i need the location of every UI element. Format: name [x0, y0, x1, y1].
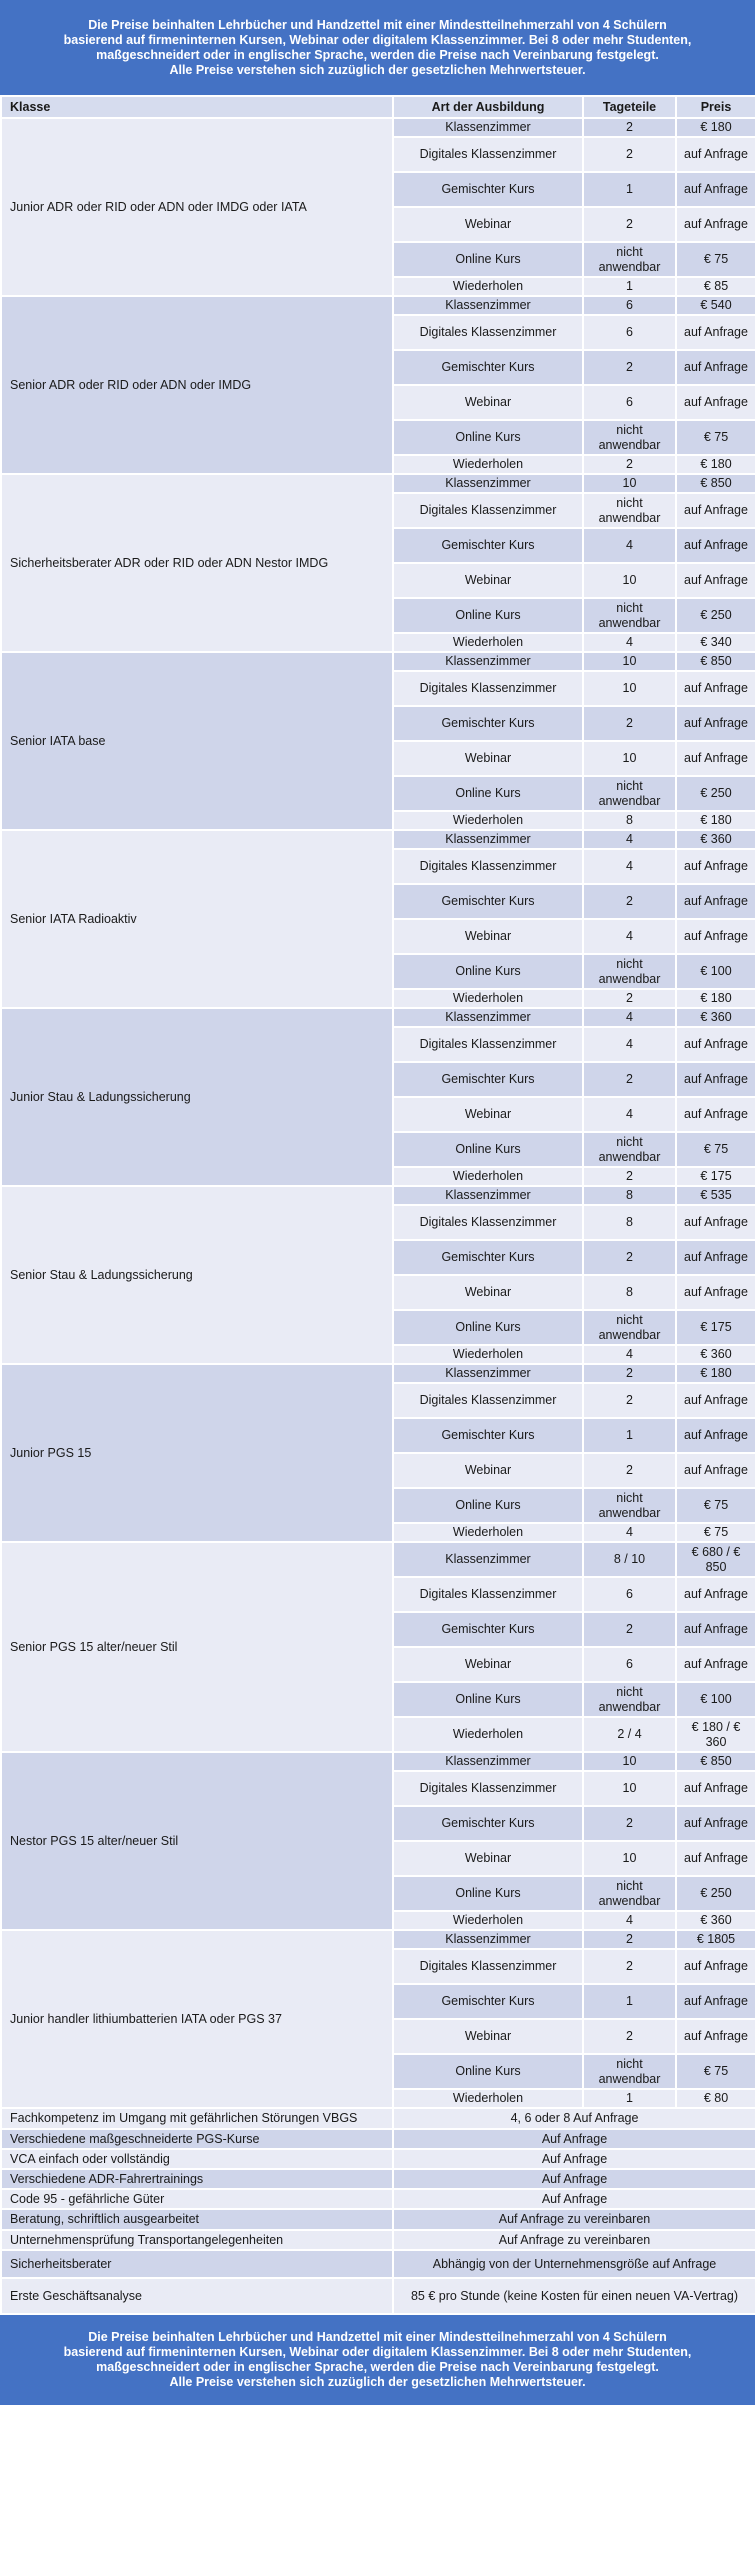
extra-service-row — [1, 2189, 755, 2209]
day-parts-cell: 8 — [583, 1275, 676, 1310]
day-parts-cell: nicht anwendbar — [583, 1310, 676, 1345]
day-parts-cell: 10 — [583, 563, 676, 598]
training-type-cell: Online Kurs — [393, 420, 583, 455]
day-parts-cell: 2 — [583, 2019, 676, 2054]
training-type-cell: Gemischter Kurs — [393, 172, 583, 207]
day-parts-cell: 1 — [583, 172, 676, 207]
training-type-cell: Webinar — [393, 2019, 583, 2054]
service-price-cell: Abhängig von der Unternehmensgröße auf Anfrage — [393, 2250, 755, 2278]
training-type-cell: Gemischter Kurs — [393, 884, 583, 919]
training-type-cell: Online Kurs — [393, 1876, 583, 1911]
service-price-cell: Auf Anfrage — [393, 2169, 755, 2189]
day-parts-cell: 10 — [583, 474, 676, 493]
price-cell: € 175 — [676, 1167, 755, 1186]
extra-service-row — [1, 2209, 755, 2230]
price-cell: auf Anfrage — [676, 563, 755, 598]
price-cell: auf Anfrage — [676, 1984, 755, 2019]
header-preis: Preis — [676, 96, 755, 118]
training-type-cell: Webinar — [393, 563, 583, 598]
course-class-cell: Senior IATA base — [1, 652, 393, 830]
table-row — [1, 830, 755, 849]
price-cell: auf Anfrage — [676, 137, 755, 172]
day-parts-cell: 4 — [583, 919, 676, 954]
price-cell: € 340 — [676, 633, 755, 652]
service-price-cell: Auf Anfrage — [393, 2129, 755, 2149]
course-class-cell: Junior ADR oder RID oder ADN oder IMDG oder IATA — [1, 118, 393, 296]
training-type-cell: Klassenzimmer — [393, 296, 583, 315]
price-cell: € 180 — [676, 811, 755, 830]
day-parts-cell: 8 — [583, 1205, 676, 1240]
training-type-cell: Wiederholen — [393, 1911, 583, 1930]
price-cell: auf Anfrage — [676, 1240, 755, 1275]
notice-line: Die Preise beinhalten Lehrbücher und Handzettel mit einer Mindestteilnehmerzahl von 4 Schülern — [88, 2330, 667, 2344]
price-cell: auf Anfrage — [676, 1205, 755, 1240]
price-cell: € 80 — [676, 2089, 755, 2108]
training-type-cell: Wiederholen — [393, 1523, 583, 1542]
training-type-cell: Klassenzimmer — [393, 1008, 583, 1027]
price-cell: auf Anfrage — [676, 1806, 755, 1841]
extra-service-row — [1, 2169, 755, 2189]
price-cell: € 75 — [676, 2054, 755, 2089]
table-row — [1, 1752, 755, 1771]
training-type-cell: Klassenzimmer — [393, 474, 583, 493]
price-cell: auf Anfrage — [676, 1577, 755, 1612]
service-name-cell: Unternehmensprüfung Transportangelegenheiten — [1, 2230, 393, 2250]
notice-line: Alle Preise verstehen sich zuzüglich der gesetzlichen Mehrwertsteuer. — [169, 2375, 586, 2389]
extra-service-row — [1, 2230, 755, 2250]
training-type-cell: Digitales Klassenzimmer — [393, 1205, 583, 1240]
table-row — [1, 118, 755, 137]
training-type-cell: Klassenzimmer — [393, 1930, 583, 1949]
training-type-cell: Digitales Klassenzimmer — [393, 1383, 583, 1418]
notice-line: maßgeschneidert oder in englischer Sprache, werden die Preise nach Vereinbarung festgelegt. — [96, 2360, 659, 2374]
day-parts-cell: nicht anwendbar — [583, 1132, 676, 1167]
course-class-cell: Nestor PGS 15 alter/neuer Stil — [1, 1752, 393, 1930]
day-parts-cell: 4 — [583, 1027, 676, 1062]
day-parts-cell: 8 / 10 — [583, 1542, 676, 1577]
training-type-cell: Gemischter Kurs — [393, 1418, 583, 1453]
price-cell: auf Anfrage — [676, 172, 755, 207]
training-type-cell: Webinar — [393, 1647, 583, 1682]
training-type-cell: Digitales Klassenzimmer — [393, 1949, 583, 1984]
price-cell: € 360 — [676, 830, 755, 849]
training-type-cell: Online Kurs — [393, 1488, 583, 1523]
day-parts-cell: 2 — [583, 1453, 676, 1488]
training-type-cell: Wiederholen — [393, 2089, 583, 2108]
price-cell: € 75 — [676, 1488, 755, 1523]
training-type-cell: Webinar — [393, 919, 583, 954]
training-type-cell: Digitales Klassenzimmer — [393, 849, 583, 884]
training-type-cell: Wiederholen — [393, 989, 583, 1008]
day-parts-cell: 2 — [583, 989, 676, 1008]
training-type-cell: Klassenzimmer — [393, 1364, 583, 1383]
training-type-cell: Digitales Klassenzimmer — [393, 493, 583, 528]
training-type-cell: Gemischter Kurs — [393, 1240, 583, 1275]
day-parts-cell: 10 — [583, 652, 676, 671]
price-cell: € 180 — [676, 455, 755, 474]
training-type-cell: Klassenzimmer — [393, 1542, 583, 1577]
training-type-cell: Digitales Klassenzimmer — [393, 1577, 583, 1612]
training-type-cell: Gemischter Kurs — [393, 1062, 583, 1097]
extra-service-row — [1, 2129, 755, 2149]
price-cell: auf Anfrage — [676, 1097, 755, 1132]
price-cell: € 75 — [676, 1523, 755, 1542]
price-cell: € 360 — [676, 1345, 755, 1364]
course-class-cell: Junior Stau & Ladungssicherung — [1, 1008, 393, 1186]
day-parts-cell: 2 — [583, 1062, 676, 1097]
table-row — [1, 296, 755, 315]
notice-line: Alle Preise verstehen sich zuzüglich der gesetzlichen Mehrwertsteuer. — [169, 62, 586, 77]
day-parts-cell: 10 — [583, 1771, 676, 1806]
price-cell: € 360 — [676, 1008, 755, 1027]
header-tageteile: Tageteile — [583, 96, 676, 118]
price-cell: € 1805 — [676, 1930, 755, 1949]
service-name-cell: VCA einfach oder vollständig — [1, 2149, 393, 2169]
price-cell: auf Anfrage — [676, 1418, 755, 1453]
price-cell: € 250 — [676, 776, 755, 811]
day-parts-cell: 2 — [583, 1930, 676, 1949]
table-row — [1, 474, 755, 493]
day-parts-cell: 2 — [583, 1612, 676, 1647]
day-parts-cell: 8 — [583, 811, 676, 830]
service-name-cell: Beratung, schriftlich ausgearbeitet — [1, 2209, 393, 2230]
day-parts-cell: 6 — [583, 1647, 676, 1682]
day-parts-cell: 2 — [583, 1364, 676, 1383]
price-cell: auf Anfrage — [676, 315, 755, 350]
service-name-cell: Verschiedene maßgeschneiderte PGS-Kurse — [1, 2129, 393, 2149]
table-row — [1, 1930, 755, 1949]
price-cell: auf Anfrage — [676, 1612, 755, 1647]
day-parts-cell: 2 — [583, 706, 676, 741]
course-class-cell: Sicherheitsberater ADR oder RID oder ADN Nestor IMDG — [1, 474, 393, 652]
training-type-cell: Wiederholen — [393, 1717, 583, 1752]
training-type-cell: Wiederholen — [393, 1167, 583, 1186]
notice-line: maßgeschneidert oder in englischer Sprache, werden die Preise nach Vereinbarung festgelegt. — [96, 47, 659, 62]
price-table — [0, 95, 755, 2315]
price-cell: € 250 — [676, 1876, 755, 1911]
day-parts-cell: 6 — [583, 385, 676, 420]
extra-service-row — [1, 2278, 755, 2314]
service-name-cell: Fachkompetenz im Umgang mit gefährlichen Störungen VBGS — [1, 2108, 393, 2129]
price-cell: auf Anfrage — [676, 1062, 755, 1097]
day-parts-cell: 4 — [583, 849, 676, 884]
training-type-cell: Webinar — [393, 1453, 583, 1488]
price-cell: € 100 — [676, 1682, 755, 1717]
training-type-cell: Online Kurs — [393, 1682, 583, 1717]
training-type-cell: Online Kurs — [393, 598, 583, 633]
price-cell: € 850 — [676, 652, 755, 671]
training-type-cell: Online Kurs — [393, 1132, 583, 1167]
price-cell: auf Anfrage — [676, 1453, 755, 1488]
price-cell: auf Anfrage — [676, 493, 755, 528]
day-parts-cell: 2 — [583, 1240, 676, 1275]
training-type-cell: Gemischter Kurs — [393, 706, 583, 741]
price-cell: auf Anfrage — [676, 1275, 755, 1310]
price-cell: auf Anfrage — [676, 1383, 755, 1418]
day-parts-cell: 4 — [583, 830, 676, 849]
day-parts-cell: nicht anwendbar — [583, 420, 676, 455]
notice-line: Die Preise beinhalten Lehrbücher und Handzettel mit einer Mindestteilnehmerzahl von 4 Schülern — [88, 17, 667, 32]
day-parts-cell: nicht anwendbar — [583, 598, 676, 633]
training-type-cell: Klassenzimmer — [393, 118, 583, 137]
training-type-cell: Online Kurs — [393, 776, 583, 811]
training-type-cell: Klassenzimmer — [393, 1752, 583, 1771]
price-cell: € 850 — [676, 474, 755, 493]
day-parts-cell: 2 — [583, 137, 676, 172]
day-parts-cell: nicht anwendbar — [583, 954, 676, 989]
training-type-cell: Webinar — [393, 207, 583, 242]
header-klasse: Klasse — [1, 96, 393, 118]
day-parts-cell: 4 — [583, 1523, 676, 1542]
price-cell: auf Anfrage — [676, 207, 755, 242]
extra-service-row — [1, 2149, 755, 2169]
day-parts-cell: 4 — [583, 1911, 676, 1930]
training-type-cell: Webinar — [393, 741, 583, 776]
training-type-cell: Digitales Klassenzimmer — [393, 137, 583, 172]
day-parts-cell: 10 — [583, 1841, 676, 1876]
price-cell: € 175 — [676, 1310, 755, 1345]
price-cell: auf Anfrage — [676, 1771, 755, 1806]
training-type-cell: Webinar — [393, 1097, 583, 1132]
course-class-cell: Senior Stau & Ladungssicherung — [1, 1186, 393, 1364]
price-cell: auf Anfrage — [676, 350, 755, 385]
price-cell: auf Anfrage — [676, 741, 755, 776]
price-cell: auf Anfrage — [676, 706, 755, 741]
course-class-cell: Senior ADR oder RID oder ADN oder IMDG — [1, 296, 393, 474]
day-parts-cell: nicht anwendbar — [583, 1488, 676, 1523]
price-cell: auf Anfrage — [676, 671, 755, 706]
price-table-body — [1, 118, 755, 2314]
day-parts-cell: 4 — [583, 1097, 676, 1132]
day-parts-cell: 2 — [583, 207, 676, 242]
training-type-cell: Online Kurs — [393, 954, 583, 989]
price-cell: € 75 — [676, 1132, 755, 1167]
day-parts-cell: 4 — [583, 633, 676, 652]
price-cell: auf Anfrage — [676, 2019, 755, 2054]
training-type-cell: Digitales Klassenzimmer — [393, 315, 583, 350]
day-parts-cell: nicht anwendbar — [583, 493, 676, 528]
day-parts-cell: 8 — [583, 1186, 676, 1205]
price-notice-bottom — [0, 2315, 755, 2405]
table-row — [1, 1008, 755, 1027]
price-cell: auf Anfrage — [676, 1841, 755, 1876]
day-parts-cell: 4 — [583, 1345, 676, 1364]
training-type-cell: Webinar — [393, 1275, 583, 1310]
service-name-cell: Verschiedene ADR-Fahrertrainings — [1, 2169, 393, 2189]
training-type-cell: Webinar — [393, 385, 583, 420]
training-type-cell: Digitales Klassenzimmer — [393, 1771, 583, 1806]
day-parts-cell: 4 — [583, 1008, 676, 1027]
training-type-cell: Wiederholen — [393, 1345, 583, 1364]
price-cell: auf Anfrage — [676, 919, 755, 954]
service-price-cell: 4, 6 oder 8 Auf Anfrage — [393, 2108, 755, 2129]
training-type-cell: Wiederholen — [393, 811, 583, 830]
table-row — [1, 1364, 755, 1383]
training-type-cell: Online Kurs — [393, 2054, 583, 2089]
service-price-cell: Auf Anfrage zu vereinbaren — [393, 2209, 755, 2230]
training-type-cell: Online Kurs — [393, 1310, 583, 1345]
day-parts-cell: 2 — [583, 1949, 676, 1984]
service-price-cell: Auf Anfrage zu vereinbaren — [393, 2230, 755, 2250]
price-cell: auf Anfrage — [676, 1647, 755, 1682]
price-cell: € 75 — [676, 242, 755, 277]
training-type-cell: Gemischter Kurs — [393, 1806, 583, 1841]
service-name-cell: Sicherheitsberater — [1, 2250, 393, 2278]
training-type-cell: Gemischter Kurs — [393, 528, 583, 563]
course-class-cell: Junior PGS 15 — [1, 1364, 393, 1542]
day-parts-cell: 10 — [583, 671, 676, 706]
price-table-header — [1, 96, 755, 118]
price-cell: auf Anfrage — [676, 528, 755, 563]
day-parts-cell: 1 — [583, 277, 676, 296]
header-art-der-ausbildung: Art der Ausbildung — [393, 96, 583, 118]
service-name-cell: Erste Geschäftsanalyse — [1, 2278, 393, 2314]
price-cell: € 75 — [676, 420, 755, 455]
price-cell: € 680 / € 850 — [676, 1542, 755, 1577]
price-cell: auf Anfrage — [676, 849, 755, 884]
price-cell: € 250 — [676, 598, 755, 633]
day-parts-cell: 2 — [583, 1167, 676, 1186]
course-class-cell: Junior handler lithiumbatterien IATA oder PGS 37 — [1, 1930, 393, 2108]
extra-service-row — [1, 2250, 755, 2278]
day-parts-cell: nicht anwendbar — [583, 242, 676, 277]
price-cell: € 850 — [676, 1752, 755, 1771]
price-cell: auf Anfrage — [676, 1027, 755, 1062]
service-price-cell: Auf Anfrage — [393, 2149, 755, 2169]
price-notice-top — [0, 0, 755, 95]
training-type-cell: Wiederholen — [393, 633, 583, 652]
training-type-cell: Digitales Klassenzimmer — [393, 1027, 583, 1062]
course-class-cell: Senior PGS 15 alter/neuer Stil — [1, 1542, 393, 1752]
training-type-cell: Wiederholen — [393, 277, 583, 296]
service-price-cell: Auf Anfrage — [393, 2189, 755, 2209]
price-cell: € 180 — [676, 1364, 755, 1383]
day-parts-cell: nicht anwendbar — [583, 2054, 676, 2089]
day-parts-cell: 4 — [583, 528, 676, 563]
course-class-cell: Senior IATA Radioaktiv — [1, 830, 393, 1008]
price-cell: € 180 / € 360 — [676, 1717, 755, 1752]
price-cell: € 360 — [676, 1911, 755, 1930]
day-parts-cell: 10 — [583, 1752, 676, 1771]
table-row — [1, 1186, 755, 1205]
day-parts-cell: 2 — [583, 455, 676, 474]
training-type-cell: Gemischter Kurs — [393, 1984, 583, 2019]
table-row — [1, 1542, 755, 1577]
day-parts-cell: nicht anwendbar — [583, 776, 676, 811]
price-cell: € 540 — [676, 296, 755, 315]
day-parts-cell: 2 — [583, 118, 676, 137]
price-cell: € 180 — [676, 118, 755, 137]
training-type-cell: Klassenzimmer — [393, 830, 583, 849]
day-parts-cell: 1 — [583, 2089, 676, 2108]
extra-service-row — [1, 2108, 755, 2129]
price-cell: auf Anfrage — [676, 1949, 755, 1984]
price-cell: € 100 — [676, 954, 755, 989]
price-cell: € 180 — [676, 989, 755, 1008]
day-parts-cell: 6 — [583, 1577, 676, 1612]
day-parts-cell: 2 — [583, 1806, 676, 1841]
table-row — [1, 652, 755, 671]
day-parts-cell: nicht anwendbar — [583, 1682, 676, 1717]
training-type-cell: Gemischter Kurs — [393, 1612, 583, 1647]
training-type-cell: Webinar — [393, 1841, 583, 1876]
price-cell: auf Anfrage — [676, 884, 755, 919]
service-name-cell: Code 95 - gefährliche Güter — [1, 2189, 393, 2209]
price-cell: € 535 — [676, 1186, 755, 1205]
price-cell: auf Anfrage — [676, 385, 755, 420]
day-parts-cell: 1 — [583, 1984, 676, 2019]
notice-line: basierend auf firmeninternen Kursen, Webinar oder digitalem Klassenzimmer. Bei 8 oder mehr Studenten, — [63, 2345, 692, 2359]
training-type-cell: Gemischter Kurs — [393, 350, 583, 385]
training-type-cell: Digitales Klassenzimmer — [393, 671, 583, 706]
day-parts-cell: 1 — [583, 1418, 676, 1453]
service-price-cell: 85 € pro Stunde (keine Kosten für einen neuen VA-Vertrag) — [393, 2278, 755, 2314]
price-cell: € 85 — [676, 277, 755, 296]
day-parts-cell: 6 — [583, 296, 676, 315]
day-parts-cell: 6 — [583, 315, 676, 350]
training-type-cell: Online Kurs — [393, 242, 583, 277]
notice-line: basierend auf firmeninternen Kursen, Webinar oder digitalem Klassenzimmer. Bei 8 oder mehr Studenten, — [63, 32, 692, 47]
day-parts-cell: 2 — [583, 350, 676, 385]
day-parts-cell: 2 / 4 — [583, 1717, 676, 1752]
training-type-cell: Klassenzimmer — [393, 652, 583, 671]
training-type-cell: Klassenzimmer — [393, 1186, 583, 1205]
training-type-cell: Wiederholen — [393, 455, 583, 474]
day-parts-cell: 10 — [583, 741, 676, 776]
day-parts-cell: 2 — [583, 884, 676, 919]
day-parts-cell: nicht anwendbar — [583, 1876, 676, 1911]
day-parts-cell: 2 — [583, 1383, 676, 1418]
